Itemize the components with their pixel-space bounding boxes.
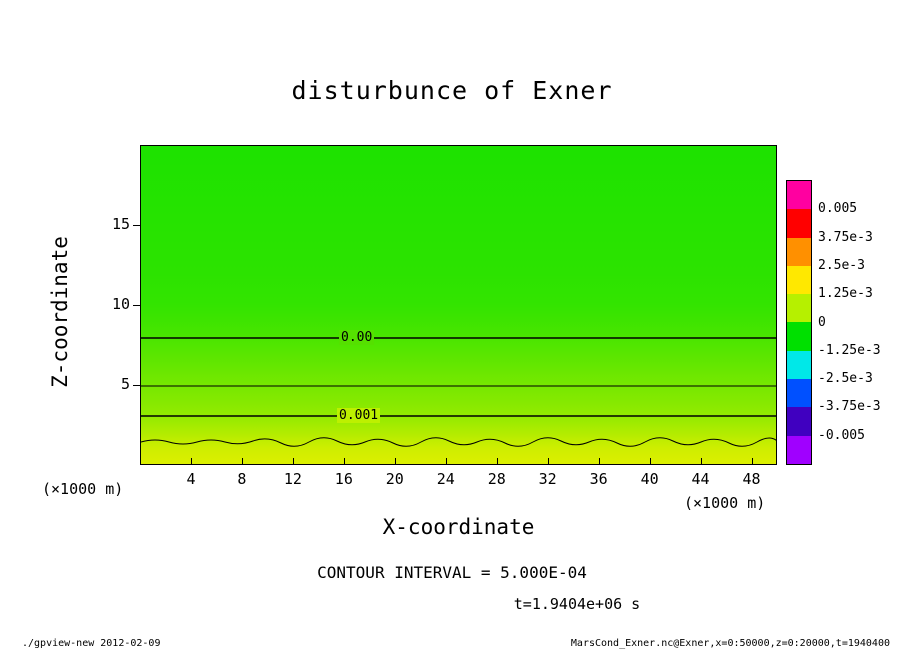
y-tick-mark [133, 225, 140, 226]
colorbar-segment [787, 351, 811, 379]
x-tick-label: 32 [538, 470, 557, 488]
y-tick-mark [133, 385, 140, 386]
footer-right-text: MarsCond_Exner.nc@Exner,x=0:50000,z=0:20000,t=1940400 [570, 638, 890, 649]
x-tick-label: 4 [186, 470, 196, 488]
y-tick-label: 15 [111, 215, 130, 233]
colorbar [786, 180, 812, 465]
x-units-right: (×1000 m) [684, 494, 766, 512]
colorbar-tick-label: -0.005 [818, 427, 865, 443]
y-tick-label: 10 [111, 295, 130, 313]
footer-left-text: ./gpview-new 2012-02-09 [22, 638, 161, 649]
colorbar-segment [787, 294, 811, 322]
x-tick-label: 8 [237, 470, 247, 488]
x-units-left: (×1000 m) [42, 480, 124, 498]
x-tick-label: 12 [283, 470, 302, 488]
colorbar-segment [787, 181, 811, 209]
x-tick-label: 48 [742, 470, 761, 488]
colorbar-segment [787, 379, 811, 407]
colorbar-tick-label: 3.75e-3 [818, 229, 873, 245]
y-tick-label: 5 [120, 375, 130, 393]
contour-label-0001: 0.001 [339, 408, 379, 423]
contour-interval-text: CONTOUR INTERVAL = 5.000E-04 [317, 563, 587, 582]
y-axis-title: Z-coordinate [48, 236, 72, 388]
page-title: disturbunce of Exner [291, 76, 613, 105]
colorbar-segment [787, 238, 811, 266]
time-label: t=1.9404e+06 s [513, 595, 641, 613]
x-tick-label: 36 [589, 470, 608, 488]
x-tick-label: 28 [487, 470, 506, 488]
x-tick-label: 40 [640, 470, 659, 488]
colorbar-tick-label: 0.005 [818, 201, 858, 217]
colorbar-segment [787, 436, 811, 464]
x-tick-label: 20 [385, 470, 404, 488]
x-axis-title: X-coordinate [382, 515, 535, 539]
colorbar-tick-label: -3.75e-3 [818, 399, 881, 415]
colorbar-tick-label: -2.5e-3 [818, 371, 873, 387]
contour-lines [141, 146, 777, 465]
colorbar-tick-label: 0 [818, 314, 826, 330]
colorbar-tick-label: 2.5e-3 [818, 257, 865, 273]
x-tick-label: 16 [334, 470, 353, 488]
y-tick-mark [133, 305, 140, 306]
colorbar-tick-label: 1.25e-3 [818, 286, 873, 302]
plot-area [140, 145, 777, 465]
colorbar-segment [787, 322, 811, 350]
colorbar-segment [787, 407, 811, 435]
x-tick-label: 44 [691, 470, 710, 488]
colorbar-tick-label: -1.25e-3 [818, 342, 881, 358]
contour-label-zero: 0.00 [341, 330, 373, 345]
colorbar-segment [787, 209, 811, 237]
colorbar-segment [787, 266, 811, 294]
x-tick-label: 24 [436, 470, 455, 488]
